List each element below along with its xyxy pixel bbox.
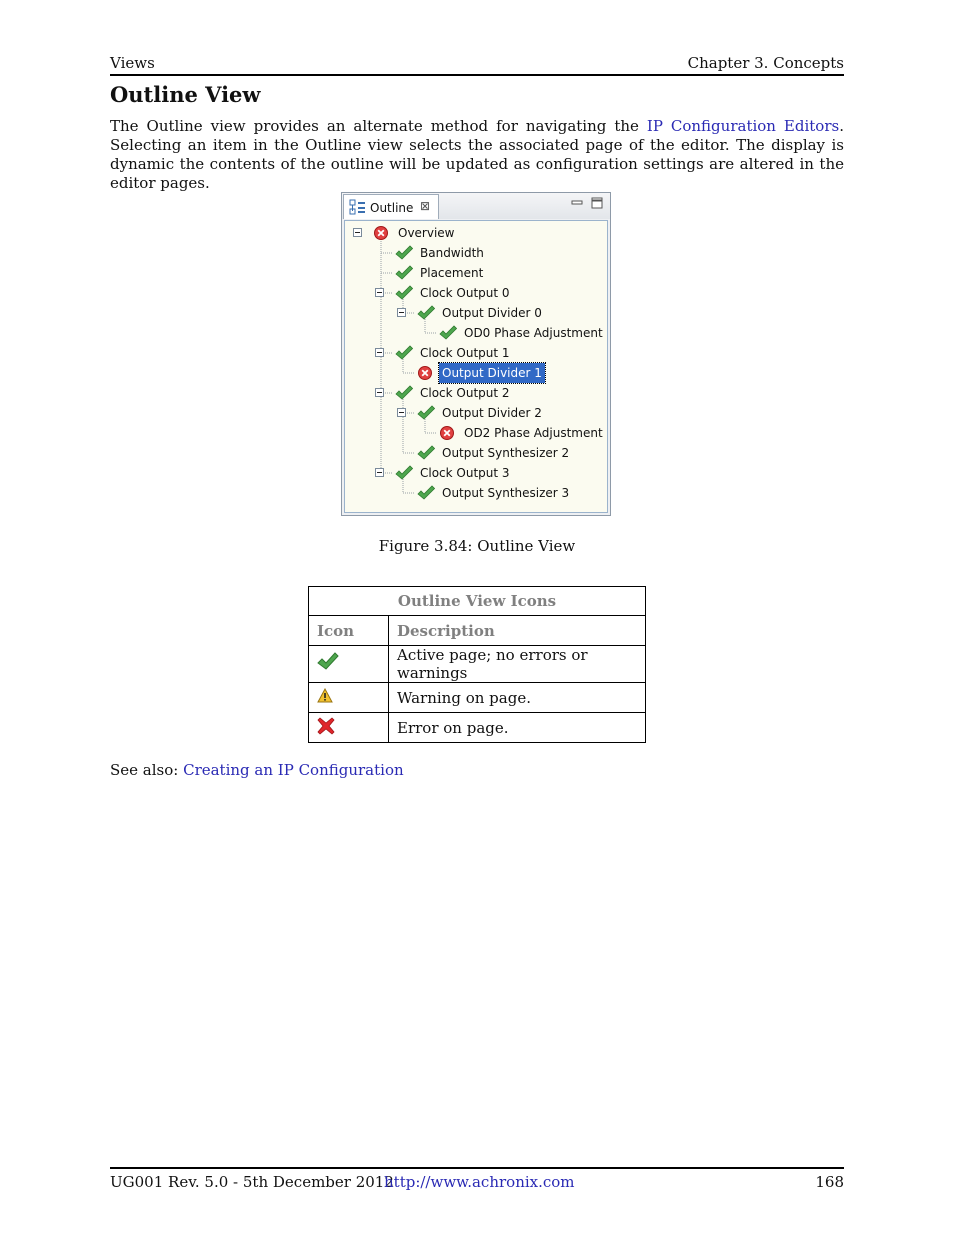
close-icon[interactable]: ⊠ <box>420 199 431 213</box>
collapse-toggle-icon[interactable] <box>353 228 362 237</box>
footer-rule <box>110 1167 844 1169</box>
outline-node-label: Clock Output 0 <box>420 286 510 300</box>
collapse-toggle-icon[interactable] <box>375 348 384 357</box>
page-number: 168 <box>815 1173 844 1191</box>
collapse-toggle-icon[interactable] <box>375 388 384 397</box>
row-description: Error on page. <box>389 713 646 743</box>
column-header-description: Description <box>389 616 646 646</box>
outline-node-label: Output Divider 1 <box>439 363 545 383</box>
header-rule <box>110 74 844 76</box>
outline-node-label: Output Synthesizer 3 <box>442 486 570 500</box>
outline-tab-bar <box>342 193 610 219</box>
outline-node-label: Clock Output 2 <box>420 386 510 400</box>
outline-tree <box>344 220 608 513</box>
outline-node-label: Bandwidth <box>420 246 484 260</box>
see-also-label: See also: <box>110 761 184 779</box>
collapse-toggle-icon[interactable] <box>397 308 406 317</box>
outline-icon <box>349 199 367 218</box>
table-row <box>309 646 646 683</box>
collapse-toggle-icon[interactable] <box>375 288 384 297</box>
see-also <box>110 761 404 780</box>
check-icon <box>317 658 339 676</box>
error-x-icon <box>317 721 335 739</box>
outline-node-label: Clock Output 1 <box>420 346 510 360</box>
intro-text-before: The Outline view provides an alternate method for navigating the <box>110 117 647 135</box>
collapse-toggle-icon[interactable] <box>397 408 406 417</box>
column-header-icon: Icon <box>309 616 389 646</box>
table-title: Outline View Icons <box>309 587 646 616</box>
footer-revision: UG001 Rev. 5.0 - 5th December 2012 <box>110 1173 394 1191</box>
table-row <box>309 713 646 743</box>
footer-website-link[interactable]: http://www.achronix.com <box>384 1173 575 1191</box>
minimize-icon[interactable] <box>571 197 583 212</box>
row-description: Warning on page. <box>389 683 646 713</box>
outline-node-label: Placement <box>420 266 484 280</box>
outline-tab-label: Outline <box>370 201 414 215</box>
outline-node-label: Output Divider 2 <box>442 406 542 420</box>
figure-caption: Figure 3.84: Outline View <box>378 537 576 555</box>
outline-node-label: OD0 Phase Adjustment <box>464 326 603 340</box>
outline-tab[interactable] <box>343 194 439 219</box>
outline-node-label: Output Synthesizer 2 <box>442 446 570 460</box>
outline-view-icons-table <box>308 586 646 743</box>
warning-icon <box>317 690 333 708</box>
outline-node-label: Output Divider 0 <box>442 306 542 320</box>
row-description: Active page; no errors or warnings <box>389 646 646 683</box>
intro-paragraph <box>110 117 844 193</box>
intro-text-after: . Selecting an item in the Outline view selects the associated page of the editor. The display is dynamic the contents of the outline will be updated as configuration settings are altered in the editor pages. <box>110 117 844 192</box>
table-row <box>309 683 646 713</box>
ip-configuration-editors-link[interactable]: IP Configuration Editors <box>646 117 840 135</box>
outline-node-label: Overview <box>398 226 455 240</box>
outline-view-panel <box>341 192 611 516</box>
maximize-icon[interactable] <box>591 197 603 212</box>
collapse-toggle-icon[interactable] <box>375 468 384 477</box>
outline-node-label: OD2 Phase Adjustment <box>464 426 603 440</box>
creating-ip-configuration-link[interactable]: Creating an IP Configuration <box>183 761 404 779</box>
running-header-right: Chapter 3. Concepts <box>687 54 844 72</box>
outline-node-label: Clock Output 3 <box>420 466 510 480</box>
running-header-left: Views <box>110 54 155 72</box>
section-title: Outline View <box>110 82 261 107</box>
